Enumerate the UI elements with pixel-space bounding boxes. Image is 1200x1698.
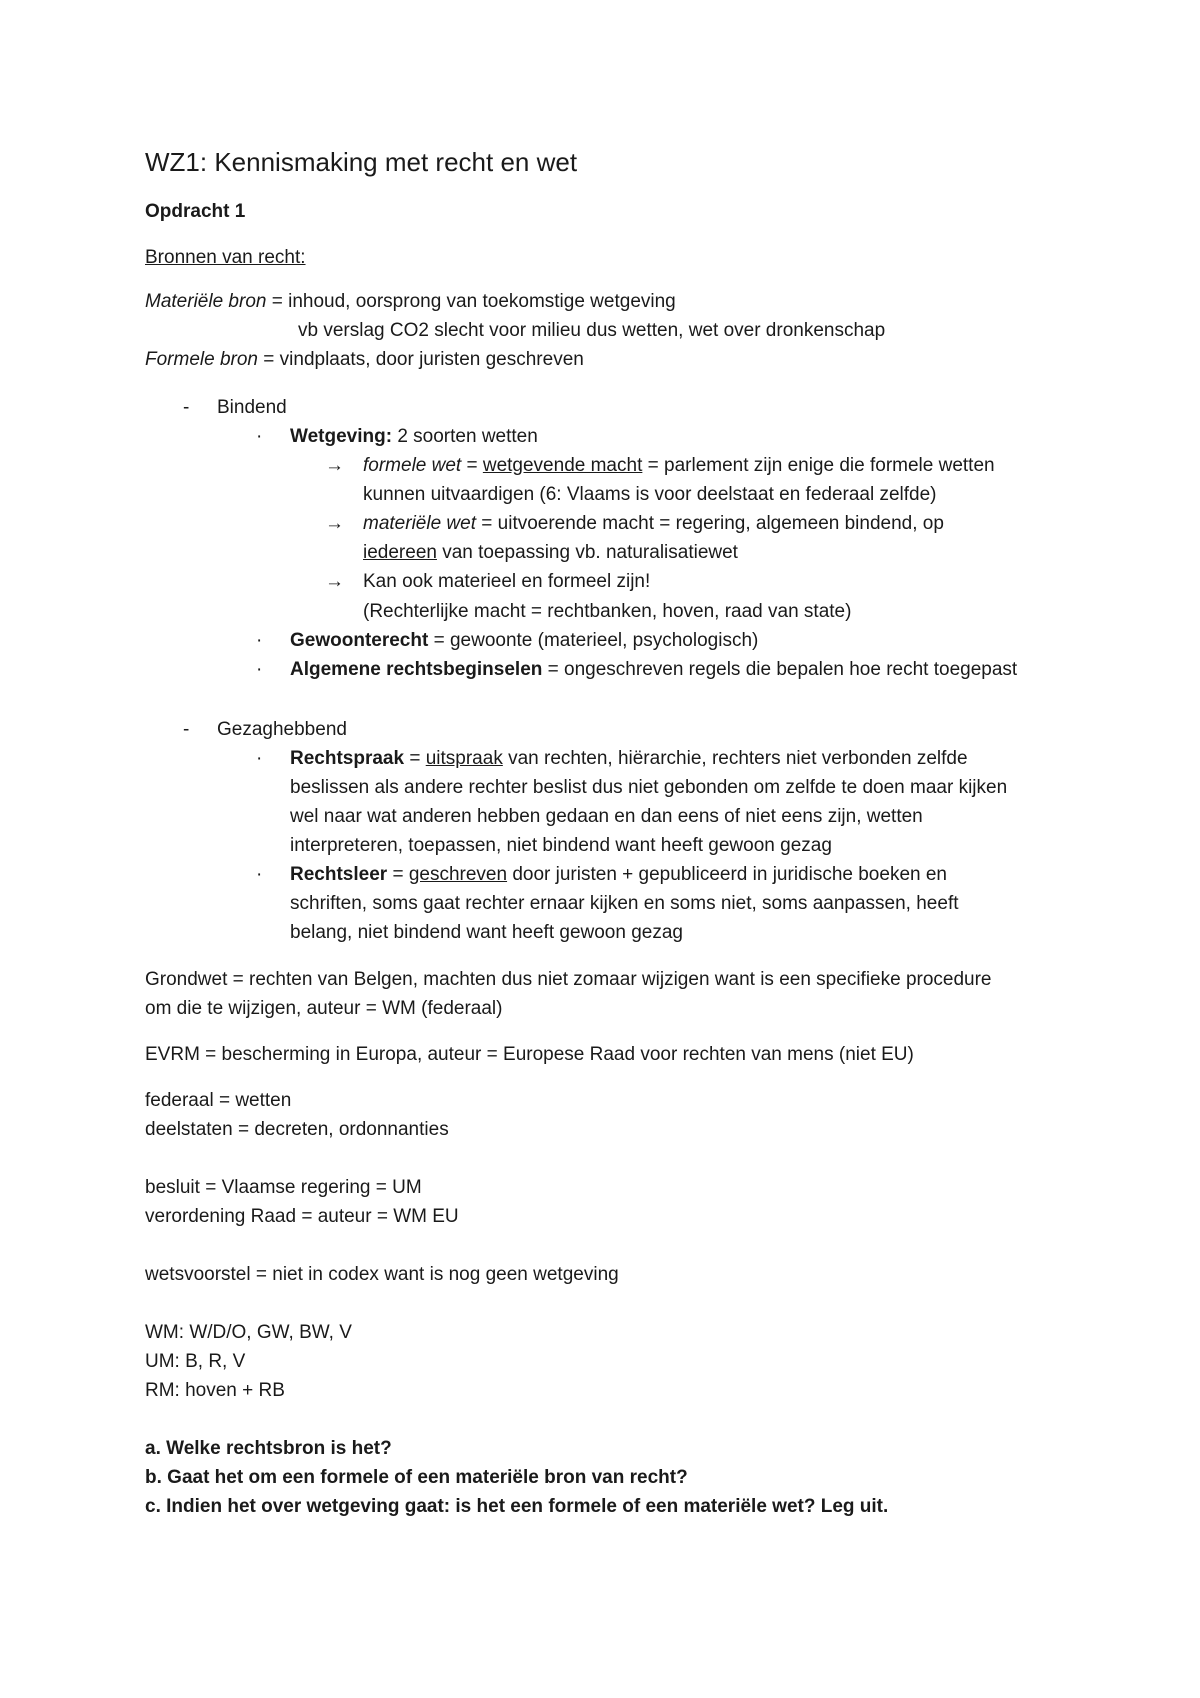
list-bullet: · (256, 426, 263, 447)
list-bullet: · (256, 630, 263, 651)
arrow-icon: → (325, 455, 344, 476)
rm-line: RM: hoven + RB (145, 1380, 285, 1401)
grondwet-line: Grondwet = rechten van Belgen, machten dus niet zomaar wijzigen want is een specifieke procedure (145, 969, 992, 990)
question-c: c. Indien het over wetgeving gaat: is het een formele of een materiële wet? Leg uit. (145, 1496, 889, 1517)
rechterlijke-macht-note: (Rechterlijke macht = rechtbanken, hoven, raad van state) (363, 601, 852, 622)
formele-wet-item-cont: kunnen uitvaardigen (6: Vlaams is voor deelstaat en federaal zelfde) (363, 484, 937, 505)
list-bullet: · (256, 864, 263, 885)
rechtsleer-item-cont: belang, niet bindend want heeft gewoon gezag (290, 922, 683, 943)
deelstaten-line: deelstaten = decreten, ordonnanties (145, 1119, 449, 1140)
materiele-wet-item-cont: iedereen van toepassing vb. naturalisatiewet (363, 542, 738, 563)
bindend-label: Bindend (217, 397, 287, 418)
federaal-line: federaal = wetten (145, 1090, 292, 1111)
list-dash: - (183, 719, 190, 740)
materiele-bron-line: Materiële bron = inhoud, oorsprong van toekomstige wetgeving (145, 291, 676, 312)
wetsvoorstel-line: wetsvoorstel = niet in codex want is nog geen wetgeving (145, 1264, 619, 1285)
grondwet-line-cont: om die te wijzigen, auteur = WM (federaal) (145, 998, 503, 1019)
wm-line: WM: W/D/O, GW, BW, V (145, 1322, 352, 1343)
arrow-icon: → (325, 513, 344, 534)
kan-ook-item: Kan ook materieel en formeel zijn! (363, 571, 651, 592)
materiele-wet-item: materiële wet = uitvoerende macht = regering, algemeen bindend, op (363, 513, 944, 534)
formele-bron-line: Formele bron = vindplaats, door juristen geschreven (145, 349, 584, 370)
arrow-icon: → (325, 571, 344, 592)
rechtspraak-item-cont: wel naar wat anderen hebben gedaan en dan eens of niet eens zijn, wetten (290, 806, 923, 827)
besluit-line: besluit = Vlaamse regering = UM (145, 1177, 422, 1198)
rechtspraak-item: Rechtspraak = uitspraak van rechten, hiërarchie, rechters niet verbonden zelfde (290, 748, 968, 769)
rechtsleer-item: Rechtsleer = geschreven door juristen + gepubliceerd in juridische boeken en (290, 864, 947, 885)
list-bullet: · (256, 659, 263, 680)
question-b: b. Gaat het om een formele of een materiële bron van recht? (145, 1467, 688, 1488)
question-a: a. Welke rechtsbron is het? (145, 1438, 392, 1459)
verordening-line: verordening Raad = auteur = WM EU (145, 1206, 459, 1227)
list-bullet: · (256, 748, 263, 769)
list-dash: - (183, 397, 190, 418)
materiele-bron-example: vb verslag CO2 slecht voor milieu dus wetten, wet over dronkenschap (298, 320, 886, 341)
algemene-rechtsbeginselen-item: Algemene rechtsbeginselen = ongeschreven regels die bepalen hoe recht toegepast (290, 659, 1018, 680)
page-title: WZ1: Kennismaking met recht en wet (145, 147, 578, 177)
rechtspraak-item-cont: beslissen als andere rechter beslist dus niet gebonden om zelfde te doen maar kijken (290, 777, 1008, 798)
gezaghebbend-label: Gezaghebbend (217, 719, 347, 740)
gewoonterecht-item: Gewoonterecht = gewoonte (materieel, psychologisch) (290, 630, 759, 651)
um-line: UM: B, R, V (145, 1351, 246, 1372)
formele-wet-item: formele wet = wetgevende macht = parlement zijn enige die formele wetten (363, 455, 995, 476)
bronnen-heading: Bronnen van recht: (145, 247, 306, 268)
wetgeving-item: Wetgeving: 2 soorten wetten (290, 426, 538, 447)
rechtsleer-item-cont: schriften, soms gaat rechter ernaar kijken en soms niet, soms aanpassen, heeft (290, 893, 959, 914)
opdracht-heading: Opdracht 1 (145, 201, 246, 222)
rechtspraak-item-cont: interpreteren, toepassen, niet bindend want heeft gewoon gezag (290, 835, 832, 856)
evrm-line: EVRM = bescherming in Europa, auteur = Europese Raad voor rechten van mens (niet EU) (145, 1044, 914, 1065)
